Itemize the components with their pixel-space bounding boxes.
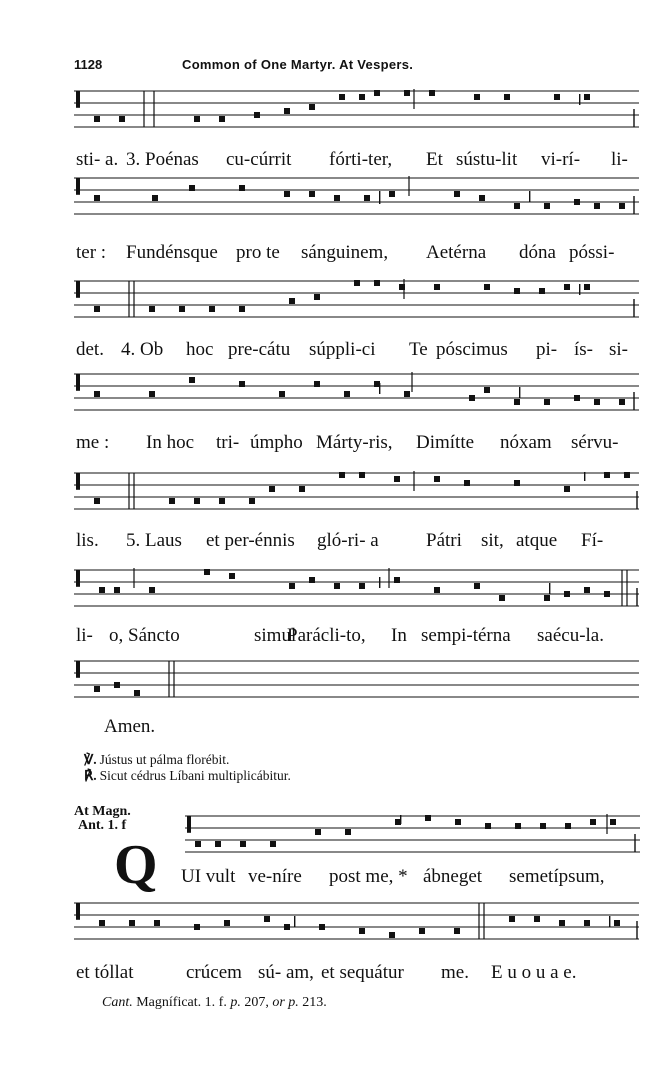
lyric-syllable: UI vult bbox=[181, 866, 236, 887]
neume-note bbox=[515, 823, 521, 829]
neume-note bbox=[309, 104, 315, 110]
lyric-syllable: sánguinem, bbox=[301, 242, 389, 263]
lyric-syllable: li- bbox=[611, 149, 628, 170]
versicle-symbol: ℣. bbox=[84, 752, 97, 767]
neume-note bbox=[624, 472, 630, 478]
neume-note bbox=[339, 472, 345, 478]
neume-note bbox=[189, 185, 195, 191]
canticle-text: Magníficat. 1. f. bbox=[132, 995, 231, 1010]
page-header bbox=[74, 57, 634, 75]
chant-staff-2 bbox=[74, 172, 639, 222]
neume-note bbox=[419, 928, 425, 934]
neume-note bbox=[584, 94, 590, 100]
neume-note bbox=[544, 399, 550, 405]
neume-note bbox=[540, 823, 546, 829]
chant-staff-9 bbox=[74, 897, 639, 947]
neume-note bbox=[514, 203, 520, 209]
neume-note bbox=[544, 595, 550, 601]
canticle-page-1: 207, bbox=[240, 995, 269, 1010]
neume-note bbox=[544, 203, 550, 209]
lyric-line-2 bbox=[76, 242, 641, 266]
lyric-syllable: simul bbox=[254, 625, 297, 646]
antiphon-label bbox=[74, 805, 131, 833]
neume-note bbox=[484, 387, 490, 393]
neume-note bbox=[289, 583, 295, 589]
lyric-line-3 bbox=[76, 339, 641, 363]
neume-note bbox=[374, 90, 380, 96]
lyric-syllable: me : bbox=[76, 432, 110, 453]
neume-note bbox=[359, 94, 365, 100]
neume-note bbox=[514, 480, 520, 486]
lyric-syllable: pro te bbox=[236, 242, 280, 263]
lyric-syllable: sit, bbox=[481, 530, 504, 551]
neume-note bbox=[239, 306, 245, 312]
neume-note bbox=[474, 94, 480, 100]
canticle-or: or bbox=[268, 995, 289, 1010]
neume-note bbox=[284, 191, 290, 197]
lyric-line-4 bbox=[76, 432, 641, 456]
neume-note bbox=[614, 920, 620, 926]
lyric-syllable: et sequátur bbox=[321, 962, 404, 983]
neume-note bbox=[514, 399, 520, 405]
neume-stem bbox=[400, 815, 401, 824]
lyric-syllable: gló-ri- a bbox=[317, 530, 379, 551]
canticle-page-label-2: p. bbox=[288, 995, 299, 1010]
neume-note bbox=[152, 195, 158, 201]
lyric-syllable: E u o u a e. bbox=[491, 962, 577, 983]
lyric-syllable: si- bbox=[609, 339, 628, 360]
lyric-syllable: atque bbox=[516, 530, 558, 551]
neume-stem bbox=[579, 94, 580, 105]
lyric-syllable: Aetérna bbox=[426, 242, 487, 263]
neume-note bbox=[204, 569, 210, 575]
lyric-syllable: Dimítte bbox=[416, 432, 475, 453]
lyric-syllable: póssi- bbox=[569, 242, 615, 263]
neume-note bbox=[94, 306, 100, 312]
clef-mark bbox=[76, 281, 80, 298]
neume-stem bbox=[549, 583, 550, 594]
lyric-syllable: Fí- bbox=[581, 530, 604, 551]
neume-note bbox=[534, 916, 540, 922]
neume-note bbox=[154, 920, 160, 926]
neume-note bbox=[269, 486, 275, 492]
lyric-syllable: et tóllat bbox=[76, 962, 134, 983]
chant-staff-7 bbox=[74, 655, 639, 705]
neume-stem bbox=[579, 284, 580, 295]
lyric-syllable: cu-cúrrit bbox=[226, 149, 292, 170]
neume-note bbox=[374, 280, 380, 286]
neume-note bbox=[429, 90, 435, 96]
lyric-syllable: pi- bbox=[536, 339, 558, 360]
neume-note bbox=[594, 203, 600, 209]
neume-note bbox=[394, 476, 400, 482]
neume-note bbox=[239, 381, 245, 387]
neume-note bbox=[425, 815, 431, 821]
neume-note bbox=[94, 116, 100, 122]
neume-note bbox=[344, 391, 350, 397]
neume-note bbox=[219, 116, 225, 122]
lyric-syllable: ís- bbox=[574, 339, 593, 360]
clef-mark bbox=[187, 816, 191, 833]
lyric-syllable: 5. Laus bbox=[126, 530, 182, 551]
lyric-syllable: me. bbox=[441, 962, 469, 983]
neume-note bbox=[619, 399, 625, 405]
neume-note bbox=[339, 94, 345, 100]
neume-note bbox=[509, 916, 515, 922]
neume-note bbox=[114, 587, 120, 593]
neume-note bbox=[334, 195, 340, 201]
neume-note bbox=[134, 690, 140, 696]
neume-note bbox=[359, 583, 365, 589]
neume-note bbox=[564, 591, 570, 597]
neume-stem bbox=[519, 387, 520, 398]
lyric-syllable: sti- a. bbox=[76, 149, 119, 170]
response bbox=[84, 768, 291, 784]
neume-note bbox=[464, 480, 470, 486]
lyric-syllable: ve-níre bbox=[248, 866, 302, 887]
neume-note bbox=[314, 294, 320, 300]
lyric-syllable: sústu-lit bbox=[456, 149, 518, 170]
neume-note bbox=[604, 472, 610, 478]
neume-note bbox=[284, 108, 290, 114]
neume-note bbox=[219, 498, 225, 504]
lyric-syllable: Parácli-to, bbox=[287, 625, 366, 646]
neume-note bbox=[404, 391, 410, 397]
lyric-syllable: ábneget bbox=[423, 866, 483, 887]
lyric-line-6 bbox=[76, 625, 641, 649]
neume-stem bbox=[379, 577, 380, 588]
clef-mark bbox=[76, 473, 80, 490]
lyric-syllable: et per-énnis bbox=[206, 530, 295, 551]
neume-note bbox=[594, 399, 600, 405]
neume-note bbox=[194, 116, 200, 122]
neume-note bbox=[94, 195, 100, 201]
versicle-text: Jústus ut pálma florébit. bbox=[99, 752, 230, 767]
clef-mark bbox=[76, 91, 80, 108]
clef-mark bbox=[76, 661, 80, 678]
lyric-syllable: li- bbox=[76, 625, 93, 646]
lyric-syllable: In bbox=[391, 625, 407, 646]
lyric-syllable: crúcem bbox=[186, 962, 242, 983]
neume-note bbox=[394, 577, 400, 583]
neume-note bbox=[194, 924, 200, 930]
neume-note bbox=[359, 928, 365, 934]
antiphon-label-line1: At Magn. bbox=[74, 804, 131, 819]
neume-note bbox=[129, 920, 135, 926]
neume-stem bbox=[379, 191, 380, 204]
lyric-syllable: nóxam bbox=[500, 432, 552, 453]
neume-note bbox=[314, 381, 320, 387]
lyric-line-5 bbox=[76, 530, 641, 554]
neume-note bbox=[309, 577, 315, 583]
neume-note bbox=[289, 298, 295, 304]
neume-note bbox=[434, 284, 440, 290]
neume-note bbox=[99, 587, 105, 593]
neume-note bbox=[610, 819, 616, 825]
lyric-syllable: sú- am, bbox=[258, 962, 314, 983]
clef-mark bbox=[76, 570, 80, 587]
lyric-syllable: saécu-la. bbox=[537, 625, 604, 646]
neume-note bbox=[584, 920, 590, 926]
neume-note bbox=[239, 185, 245, 191]
neume-note bbox=[345, 829, 351, 835]
page-title: Common of One Martyr. At Vespers. bbox=[182, 57, 414, 72]
lyric-syllable: In hoc bbox=[146, 432, 195, 453]
neume-note bbox=[455, 819, 461, 825]
lyric-syllable: tri- bbox=[216, 432, 240, 453]
chant-staff-1 bbox=[74, 85, 639, 135]
neume-note bbox=[359, 472, 365, 478]
lyric-syllable: 3. Poénas bbox=[126, 149, 199, 170]
neume-note bbox=[114, 682, 120, 688]
neume-note bbox=[149, 306, 155, 312]
neume-note bbox=[99, 920, 105, 926]
lyric-syllable: póscimus bbox=[436, 339, 508, 360]
neume-note bbox=[224, 920, 230, 926]
canticle-page-label-1: p. bbox=[230, 995, 241, 1010]
neume-note bbox=[319, 924, 325, 930]
lyric-syllable: sempi-térna bbox=[421, 625, 511, 646]
neume-note bbox=[279, 391, 285, 397]
neume-note bbox=[364, 195, 370, 201]
neume-stem bbox=[294, 916, 295, 927]
neume-note bbox=[264, 916, 270, 922]
clef-mark bbox=[76, 903, 80, 920]
neume-note bbox=[485, 823, 491, 829]
neume-note bbox=[309, 191, 315, 197]
chant-staff-6 bbox=[74, 564, 639, 614]
neume-note bbox=[284, 924, 290, 930]
neume-note bbox=[584, 587, 590, 593]
canticle-abbr: Cant. bbox=[102, 995, 133, 1010]
antiphon-label-line2: Ant. 1. f bbox=[78, 818, 127, 833]
neume-note bbox=[565, 823, 571, 829]
neume-note bbox=[169, 498, 175, 504]
neume-note bbox=[434, 476, 440, 482]
neume-note bbox=[504, 94, 510, 100]
lyric-line-9 bbox=[76, 962, 641, 986]
clef-mark bbox=[76, 374, 80, 391]
lyric-line-8 bbox=[76, 866, 641, 890]
neume-note bbox=[315, 829, 321, 835]
canticle-page-2: 213. bbox=[298, 995, 327, 1010]
page-number: 1128 bbox=[74, 57, 103, 72]
neume-note bbox=[334, 583, 340, 589]
neume-note bbox=[229, 573, 235, 579]
neume-note bbox=[514, 288, 520, 294]
neume-note bbox=[94, 498, 100, 504]
neume-note bbox=[474, 583, 480, 589]
neume-note bbox=[559, 920, 565, 926]
lyric-syllable: sérvu- bbox=[571, 432, 619, 453]
neume-note bbox=[554, 94, 560, 100]
neume-note bbox=[194, 498, 200, 504]
neume-note bbox=[564, 486, 570, 492]
neume-note bbox=[619, 203, 625, 209]
lyric-syllable: hoc bbox=[186, 339, 214, 360]
neume-note bbox=[254, 112, 260, 118]
neume-note bbox=[399, 284, 405, 290]
neume-note bbox=[189, 377, 195, 383]
neume-note bbox=[454, 191, 460, 197]
lyric-syllable: post me, * bbox=[329, 866, 408, 887]
neume-note bbox=[434, 587, 440, 593]
neume-note bbox=[479, 195, 485, 201]
lyric-syllable: o, Sáncto bbox=[109, 625, 180, 646]
lyric-syllable: súppli-ci bbox=[309, 339, 376, 360]
lyric-syllable: fórti-ter, bbox=[329, 149, 393, 170]
neume-note bbox=[240, 841, 246, 847]
lyric-syllable: 4. Ob bbox=[121, 339, 164, 360]
chant-staff-3 bbox=[74, 275, 639, 325]
initial-letter: Q bbox=[114, 834, 158, 896]
lyric-syllable: Márty-ris, bbox=[316, 432, 393, 453]
lyric-syllable: Amen. bbox=[104, 716, 156, 737]
lyric-syllable: Pátri bbox=[426, 530, 462, 551]
neume-note bbox=[404, 90, 410, 96]
neume-stem bbox=[609, 916, 610, 927]
neume-note bbox=[454, 928, 460, 934]
neume-note bbox=[299, 486, 305, 492]
lyric-syllable: vi-rí- bbox=[541, 149, 581, 170]
neume-note bbox=[389, 191, 395, 197]
neume-note bbox=[179, 306, 185, 312]
lyric-line-1 bbox=[76, 149, 641, 173]
neume-note bbox=[270, 841, 276, 847]
lyric-syllable: pre-cátu bbox=[228, 339, 291, 360]
neume-note bbox=[469, 395, 475, 401]
neume-note bbox=[604, 591, 610, 597]
lyric-syllable: semetípsum, bbox=[509, 866, 605, 887]
neume-note bbox=[590, 819, 596, 825]
neume-note bbox=[195, 841, 201, 847]
neume-note bbox=[389, 932, 395, 938]
neume-note bbox=[354, 280, 360, 286]
neume-note bbox=[94, 391, 100, 397]
neume-note bbox=[94, 686, 100, 692]
lyric-syllable: Et bbox=[426, 149, 443, 170]
neume-note bbox=[149, 587, 155, 593]
versicle bbox=[84, 752, 229, 768]
clef-mark bbox=[76, 178, 80, 195]
response-text: Sicut cédrus Líbani multiplicábitur. bbox=[99, 768, 291, 783]
chant-staff-8 bbox=[185, 810, 640, 860]
neume-note bbox=[209, 306, 215, 312]
neume-note bbox=[215, 841, 221, 847]
neume-note bbox=[584, 284, 590, 290]
neume-note bbox=[539, 288, 545, 294]
neume-note bbox=[574, 199, 580, 205]
neume-stem bbox=[379, 383, 380, 394]
neume-note bbox=[119, 116, 125, 122]
neume-stem bbox=[529, 191, 530, 202]
neume-note bbox=[499, 595, 505, 601]
lyric-syllable: det. bbox=[76, 339, 104, 360]
lyric-syllable: Te bbox=[409, 339, 428, 360]
neume-note bbox=[564, 284, 570, 290]
chant-staff-4 bbox=[74, 368, 639, 418]
lyric-syllable: lis. bbox=[76, 530, 99, 551]
neume-stem bbox=[584, 472, 585, 481]
canticle-reference bbox=[102, 995, 327, 1011]
neume-note bbox=[149, 391, 155, 397]
chant-staff-5 bbox=[74, 467, 639, 517]
neume-note bbox=[249, 498, 255, 504]
response-symbol: ℟. bbox=[84, 768, 97, 783]
neume-note bbox=[484, 284, 490, 290]
lyric-syllable: ter : bbox=[76, 242, 107, 263]
lyric-line-7 bbox=[76, 716, 641, 740]
lyric-syllable: dóna bbox=[519, 242, 556, 263]
lyric-syllable: Fundénsque bbox=[126, 242, 218, 263]
lyric-syllable: úmpho bbox=[250, 432, 303, 453]
neume-note bbox=[574, 395, 580, 401]
